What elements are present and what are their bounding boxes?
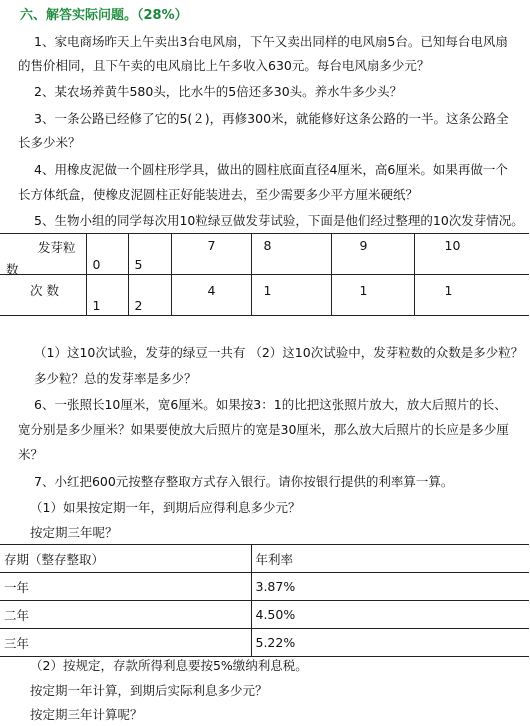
table-cell: 1 (86, 275, 128, 316)
problem-7-question-2c: 按定期三年计算呢？ (30, 707, 143, 722)
problem-5-line-1: 5、生物小组的同学每次用10粒绿豆做发芽试验，下面是他们经过整理的10次发芽情况。 (34, 213, 524, 228)
problem-6-line-1: 6、一张照长10厘米，宽6厘米。如果按3：1的比把这张照片放大，放大后照片的长、 (34, 397, 507, 412)
problem-7-line-1: 7、小红把600元按整存整取方式存入银行。请你按银行提供的利率算一算。 (34, 474, 454, 489)
table-row (0, 601, 529, 629)
table-row (0, 573, 529, 601)
problem-4-line-2: 长方体纸盒，使橡皮泥圆柱正好能装进去，至少需要多少平方厘米硬纸？ (18, 187, 419, 202)
problem-1-line-2: 的售价相同，且下午卖的电风扇比上午多收入630元。每台电风扇多少元？ (18, 58, 430, 73)
table-row (0, 275, 529, 316)
problem-7-question-1: （1）如果按定期一年，到期后应得利息多少元？ (30, 500, 301, 515)
table-header-term: 存期（整存整取） (0, 545, 251, 573)
table-row (0, 234, 529, 275)
problem-6-line-3: 米？ (18, 447, 44, 462)
problem-1-line-1: 1、家电商场昨天上午卖出3台电风扇，下午又卖出同样的电风扇5台。已知每台电风扇 (34, 34, 508, 49)
table-cell: 1 (331, 275, 414, 316)
problem-2-line-1: 2、某农场养黄牛580头，比水牛的5倍还多30头。养水牛多少头？ (34, 84, 403, 99)
row-label-germinated-suffix: 数 (6, 262, 19, 277)
section-title: 六、解答实际问题。（28%） (20, 8, 188, 23)
table-cell: 8 (251, 234, 331, 275)
table-cell: 1 (251, 275, 331, 316)
table-cell: 三年 (0, 629, 251, 657)
table-cell: 3.87% (251, 573, 529, 601)
table-cell: 4.50% (251, 601, 529, 629)
problem-7-question-2: （2）按规定，存款所得利息要按5%缴纳利息税。 (30, 658, 308, 673)
table-cell: 5.22% (251, 629, 529, 657)
table-header-rate: 年利率 (251, 545, 529, 573)
table-cell: 5 (128, 234, 171, 275)
problem-5-question-line-1: （1）这10次试验，发芽的绿豆一共有 （2）这10次试验中，发芽粒数的众数是多少粒？ (34, 345, 524, 360)
problem-3-line-2: 长多少米？ (18, 135, 81, 150)
table-cell: 9 (331, 234, 414, 275)
table-row (0, 629, 529, 657)
table-cell: 0 (86, 234, 128, 275)
germination-table (0, 233, 529, 316)
table-cell: 7 (171, 234, 251, 275)
problem-4-line-1: 4、用橡皮泥做一个圆柱形学具，做出的圆柱底面直径4厘米，高6厘米。如果再做一个 (34, 162, 508, 177)
interest-rate-table (0, 544, 529, 657)
table-cell: 4 (171, 275, 251, 316)
table-cell (0, 275, 86, 316)
problem-7-question-2b: 按定期一年计算，到期后实际利息多少元？ (30, 683, 268, 698)
table-cell: 一年 (0, 573, 251, 601)
table-cell (0, 234, 86, 275)
table-row (0, 545, 529, 573)
problem-6-line-2: 宽分别是多少厘米？如果要使放大后照片的宽是30厘米，那么放大后照片的长应是多少厘 (18, 422, 509, 437)
problem-5-question-line-2: 多少粒？总的发芽率是多少？ (34, 371, 197, 386)
problem-7-question-1b: 按定期三年呢？ (30, 525, 118, 540)
row-label-count: 次 数 (30, 283, 59, 298)
table-cell: 1 (414, 275, 529, 316)
row-label-germinated: 发芽粒 (38, 240, 76, 255)
problem-3-line-1: 3、一条公路已经修了它的5(２)，再修300米，就能修好这条公路的一半。这条公路全 (34, 111, 509, 126)
table-cell: 10 (414, 234, 529, 275)
table-cell: 二年 (0, 601, 251, 629)
table-cell: 2 (128, 275, 171, 316)
